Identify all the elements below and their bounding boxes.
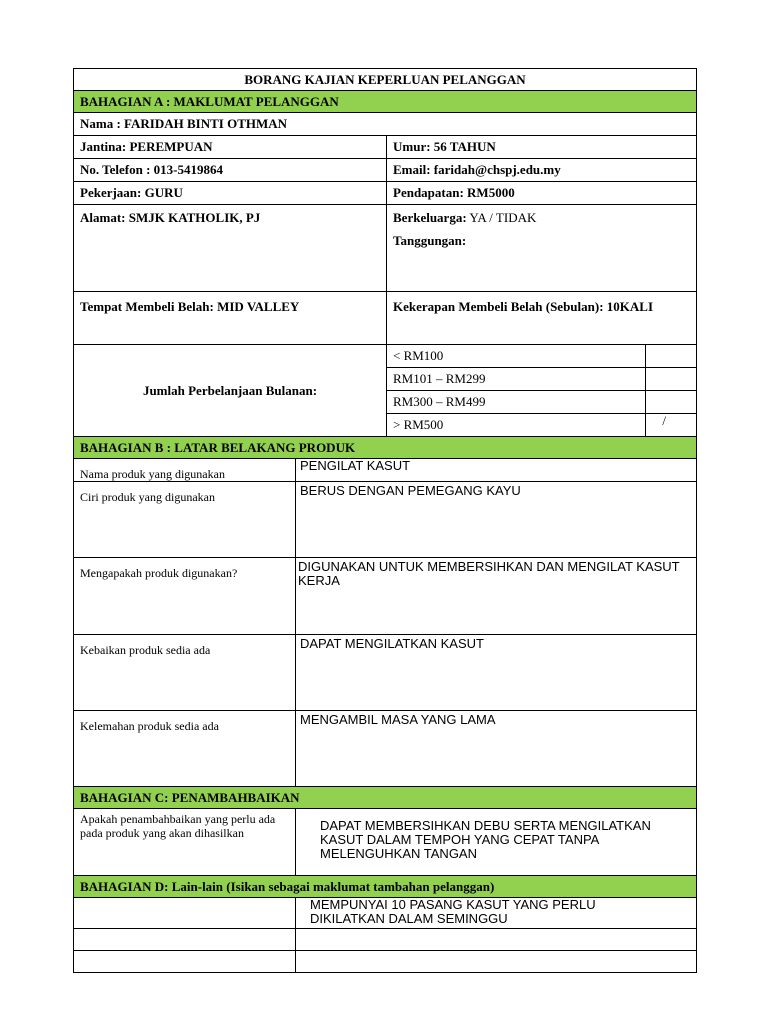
range-mark [646,345,697,368]
ciri-label: Ciri produk yang digunakan [74,482,296,558]
field-pekerjaan: Pekerjaan: GURU [74,182,387,205]
lain-answer [296,951,697,973]
field-jantina: Jantina: PEREMPUAN [74,136,387,159]
field-kekerapan: Kekerapan Membeli Belah (Sebulan): 10KALI [387,292,697,345]
field-tanggungan: Tanggungan: [393,233,467,248]
penambahbaikan-answer: DAPAT MEMBERSIHKAN DEBU SERTA MENGILATKAN KASUT DALAM TEMPOH YANG CEPAT TANPA MELENGUHKAN TANGAN [296,809,697,876]
mengapakah-label: Mengapakah produk digunakan? [74,558,296,635]
field-nama: Nama : FARIDAH BINTI OTHMAN [74,113,697,136]
mengapakah-answer: DIGUNAKAN UNTUK MEMBERSIHKAN DAN MENGILAT KASUT KERJA [296,558,697,635]
lain-label [74,898,296,929]
customer-survey-form [73,68,697,973]
field-jumlah-perbelanjaan: Jumlah Perbelanjaan Bulanan: [74,345,387,437]
berkeluarga-value: YA / TIDAK [466,210,537,225]
berkeluarga-label: Berkeluarga: [393,210,467,225]
range-mark [646,391,697,414]
range-mark: / [646,414,697,437]
field-tempat: Tempat Membeli Belah: MID VALLEY [74,292,387,345]
produk-label: Nama produk yang digunakan [74,459,296,482]
lain-label [74,951,296,973]
section-b-heading: BAHAGIAN B : LATAR BELAKANG PRODUK [74,437,697,459]
lain-label [74,929,296,951]
field-berkeluarga-cell [387,205,697,292]
field-telefon: No. Telefon : 013-5419864 [74,159,387,182]
range-label: RM101 – RM299 [387,368,646,391]
form-title: BORANG KAJIAN KEPERLUAN PELANGGAN [74,69,697,91]
field-pendapatan: Pendapatan: RM5000 [387,182,697,205]
section-a-heading: BAHAGIAN A : MAKLUMAT PELANGGAN [74,91,697,113]
lain-answer: MEMPUNYAI 10 PASANG KASUT YANG PERLU DIKILATKAN DALAM SEMINGGU [296,898,697,929]
produk-answer: PENGILAT KASUT [296,459,697,482]
ciri-answer: BERUS DENGAN PEMEGANG KAYU [296,482,697,558]
field-umur: Umur: 56 TAHUN [387,136,697,159]
field-email: Email: faridah@chspj.edu.my [387,159,697,182]
field-alamat: Alamat: SMJK KATHOLIK, PJ [74,205,387,292]
kebaikan-label: Kebaikan produk sedia ada [74,635,296,711]
penambahbaikan-label: Apakah penambahbaikan yang perlu ada pada produk yang akan dihasilkan [74,809,296,876]
lain-answer [296,929,697,951]
kebaikan-answer: DAPAT MENGILATKAN KASUT [296,635,697,711]
range-label: < RM100 [387,345,646,368]
section-c-heading: BAHAGIAN C: PENAMBAHBAIKAN [74,787,697,809]
field-berkeluarga [393,211,690,225]
section-d-heading: BAHAGIAN D: Lain-lain (Isikan sebagai maklumat tambahan pelanggan) [74,876,697,898]
kelemahan-label: Kelemahan produk sedia ada [74,711,296,787]
range-label: RM300 – RM499 [387,391,646,414]
kelemahan-answer: MENGAMBIL MASA YANG LAMA [296,711,697,787]
range-mark [646,368,697,391]
range-label: > RM500 [387,414,646,437]
